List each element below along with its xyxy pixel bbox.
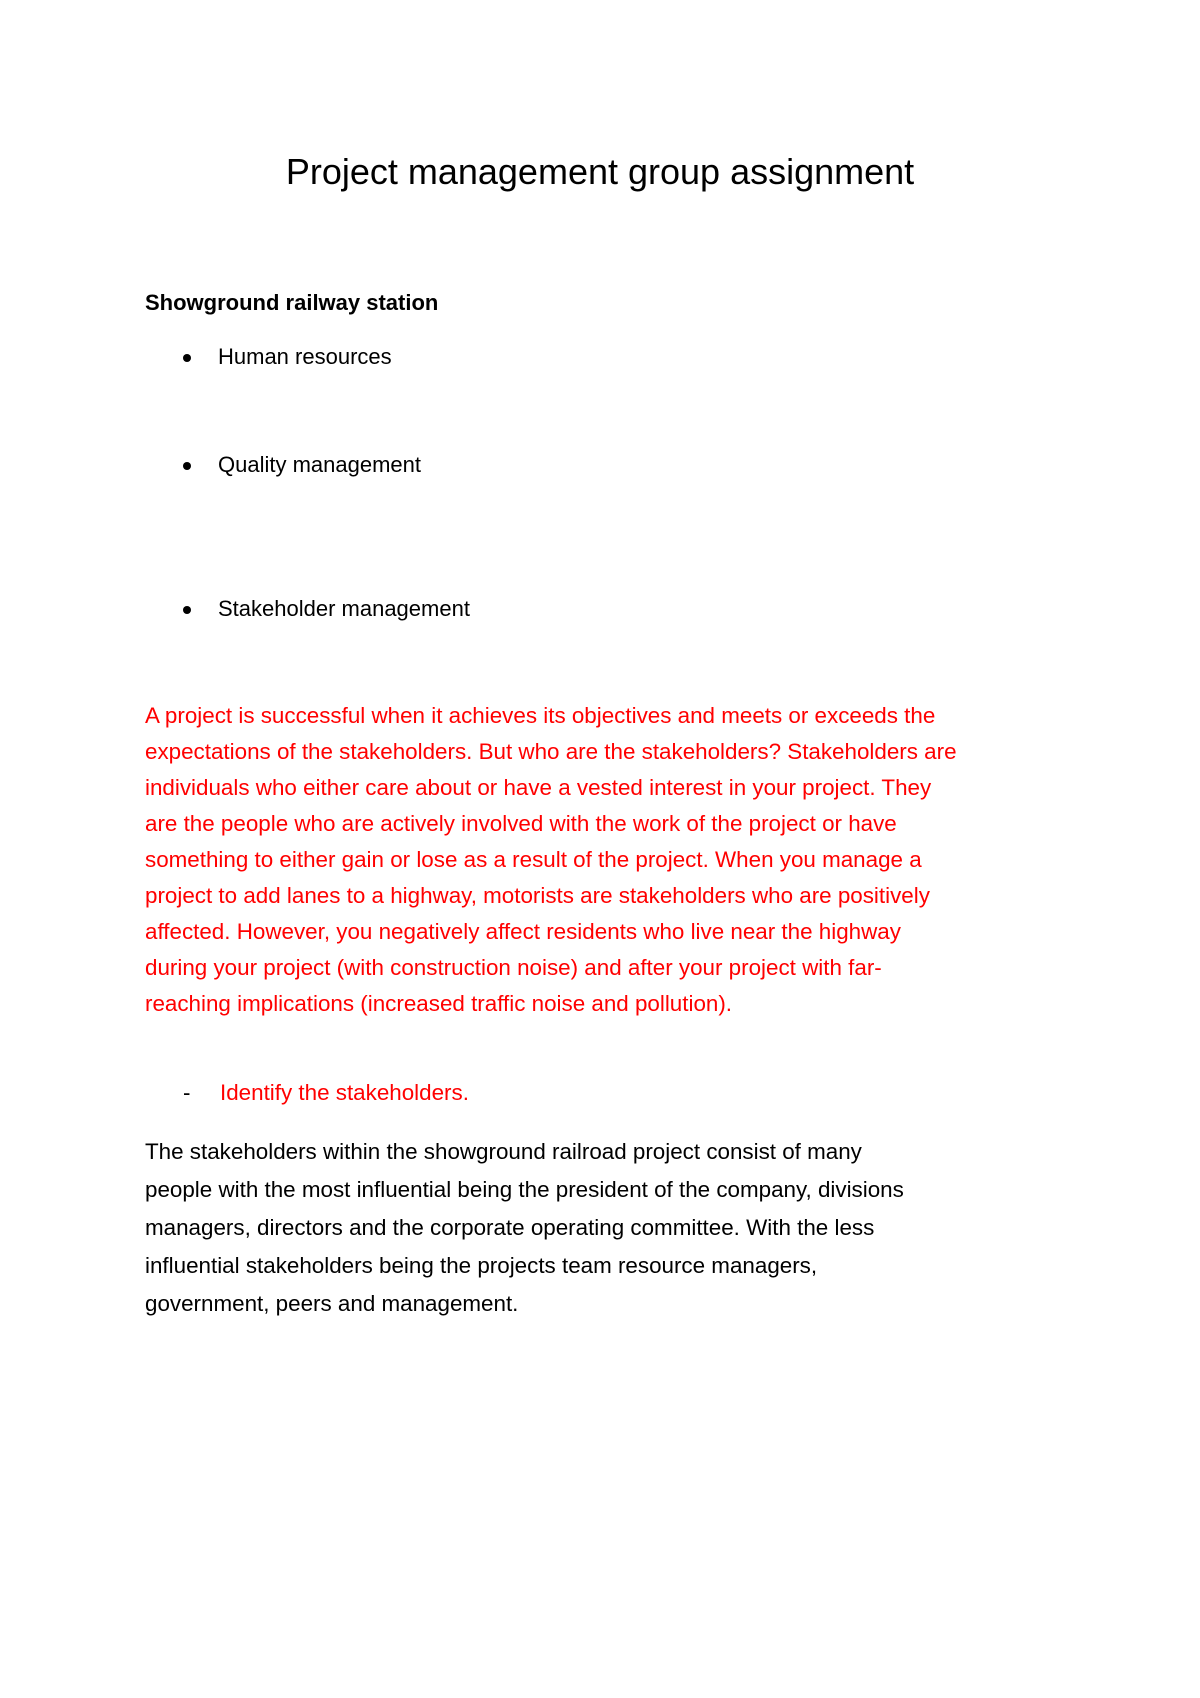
paragraph-line: expectations of the stakeholders. But who are the stakeholders? Stakeholders are	[145, 739, 957, 764]
paragraph-line: government, peers and management.	[145, 1291, 519, 1316]
paragraph-line: are the people who are actively involved with the work of the project or have	[145, 811, 897, 836]
paragraph-line: people with the most influential being the president of the company, divisions	[145, 1177, 904, 1202]
dash-marker: -	[183, 1080, 191, 1105]
section-heading: Showground railway station	[145, 290, 439, 315]
stakeholders-answer-paragraph	[145, 1133, 1075, 1323]
paragraph-line: influential stakeholders being the projects team resource managers,	[145, 1253, 818, 1278]
bullet-text: Human resources	[218, 344, 392, 369]
paragraph-line: affected. However, you negatively affect residents who live near the highway	[145, 919, 901, 944]
paragraph-line: something to either gain or lose as a result of the project. When you manage a	[145, 847, 922, 872]
paragraph-line: during your project (with construction noise) and after your project with far-	[145, 955, 882, 980]
bullet-text: Stakeholder management	[218, 596, 470, 621]
bullet-dot-icon	[183, 462, 191, 470]
paragraph-line: managers, directors and the corporate operating committee. With the less	[145, 1215, 875, 1240]
bullet-text: Quality management	[218, 452, 421, 477]
bullet-dot-icon	[183, 354, 191, 362]
bullet-dot-icon	[183, 606, 191, 614]
paragraph-line: A project is successful when it achieves its objectives and meets or exceeds the	[145, 703, 936, 728]
paragraph-line: The stakeholders within the showground railroad project consist of many	[145, 1139, 862, 1164]
stakeholder-definition-paragraph	[145, 698, 1075, 1022]
paragraph-line: project to add lanes to a highway, motorists are stakeholders who are positively	[145, 883, 930, 908]
paragraph-line: individuals who either care about or have a vested interest in your project. They	[145, 775, 932, 800]
dash-item-text: Identify the stakeholders.	[220, 1080, 469, 1105]
document-title: Project management group assignment	[285, 151, 915, 192]
paragraph-line: reaching implications (increased traffic noise and pollution).	[145, 991, 733, 1016]
